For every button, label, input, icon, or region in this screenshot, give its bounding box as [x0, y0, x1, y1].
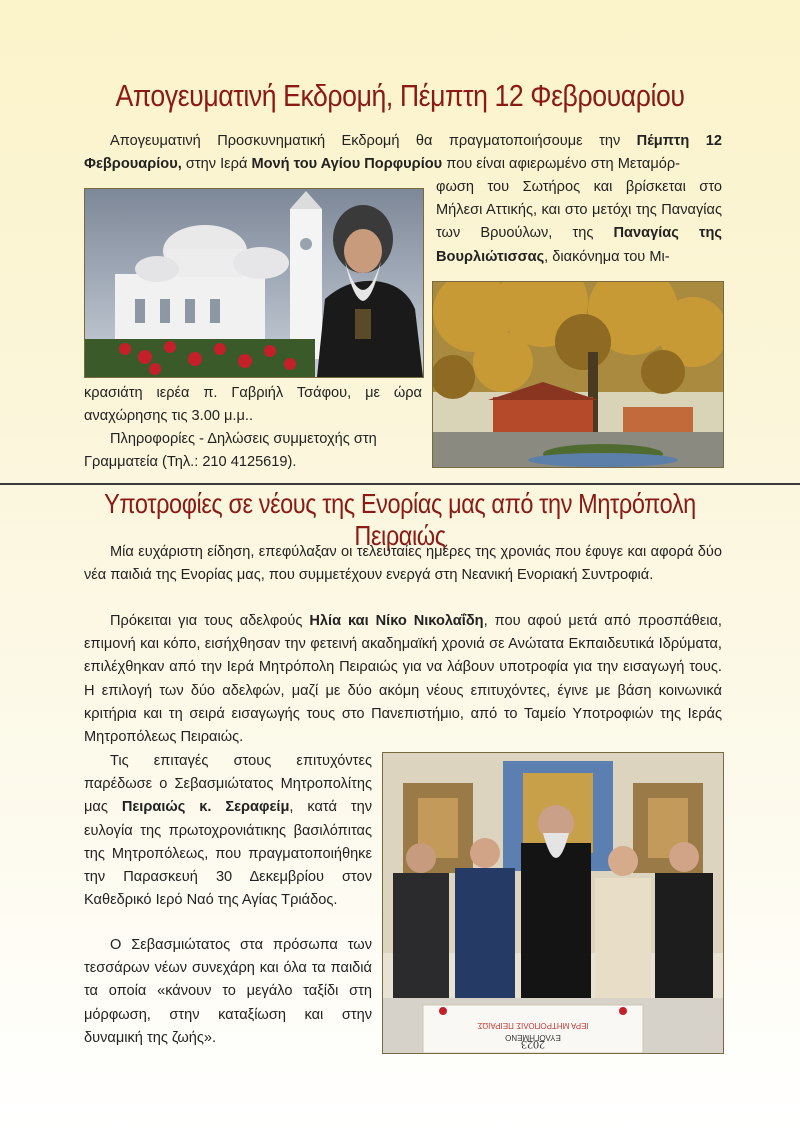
- article1-title: Απογευματινή Εκδρομή, Πέμπτη 12 Φεβρουαρίου: [115, 78, 685, 113]
- article1-wrap-text: φωση του Σωτήρος και βρίσκεται στο Μήλεσι Αττικής, και στο μετόχι της Παναγίας των Βρυούλων, της Παναγίας της Βουρλιώτισσας, διακόνημα του Μι-: [436, 179, 722, 265]
- article2-paragraph-3: Τις επιταγές στους επιτυχόντες παρέδωσε ο Σεβασμιώτατος Μητροπολίτης μας Πειραιώς κ. Σεραφείμ, κατά την ευλογία της πρωτοχρονιάτικης βασιλόπιτας της Μητροπόλεως, που πραγματοποιήθηκε την Παρασκευή 30 Δεκεμβρίου στον Καθεδρικό Ιερό Ναό της Αγίας Τριάδος.: [84, 753, 372, 909]
- section-divider: [0, 483, 800, 485]
- cake-inscription-line1: ΙΕΡΑ ΜΗΤΡΟΠΟΛΙΣ ΠΕΙΡΑΙΩΣ: [477, 1021, 589, 1030]
- monastery-photo: [84, 188, 424, 378]
- cake-inscription-year: 2023: [521, 1038, 545, 1052]
- article1-departure-text: κρασιάτη ιερέα π. Γαβριήλ Τσάφου, με ώρα αναχώρησης τις 3.00 μ.μ..: [84, 385, 422, 425]
- article1-info-text: Πληροφορίες - Δηλώσεις συμμετοχής στη Γραμματεία (Τηλ.: 210 4125619).: [84, 431, 377, 471]
- cake-inscription-line2: ΕΥΛΟΓΗΜΕΝΟ: [505, 1033, 561, 1042]
- article1-intro: Απογευματινή Προσκυνηματική Εκδρομή θα πραγματοποιήσουμε την Πέμπτη 12 Φεβρουαρίου, στην Ιερά Μονή του Αγίου Πορφυρίου που είναι αφιερωμένο στη Μεταμόρ-: [84, 133, 722, 173]
- metochi-garden-photo: [432, 281, 724, 468]
- scholarship-ceremony-photo: [382, 752, 724, 1054]
- article2-paragraph-1: Μία ευχάριστη είδηση, επεφύλαξαν οι τελευταίες ημέρες της χρονιάς που έφυγε και αφορά δύο νέα παιδιά της Ενορίας μας, που συμμετέχουν ενεργά στη Νεανική Ενοριακή Συντροφιά.: [84, 544, 722, 584]
- article2-paragraph-2: Πρόκειται για τους αδελφούς Ηλία και Νίκο Νικολαΐδη, που αφού μετά από προσπάθεια, επιμονή και κόπο, εισήχθησαν την φετεινή ακαδημαϊκή χρονιά σε Ανώτατα Εκπαιδευτικά Ιδρύματα, επιλέχθηκαν από την Ιερά Μητρόπολη Πειραιώς για να λάβουν υποτροφία για την εισαγωγή τους. Η επιλογή των δύο αδελφών, μαζί με δύο ακόμη νέους επιτυχόντες, έγινε με βάση κοινωνικά κριτήρια και τη σειρά εισαγωγής τους στο Πανεπιστήμιο, από το Ταμείο Υποτροφιών της Ιεράς Μητροπόλεως Πειραιώς.: [84, 613, 722, 746]
- article2-paragraph-4: Ο Σεβασμιώτατος στα πρόσωπα των τεσσάρων νέων συνεχάρη και όλα τα παιδιά τα οποία «κάνουν το μεγάλο ταξίδι στη μόρφωση, στην καταξίωση και στην δυναμική της ζωής».: [84, 937, 372, 1046]
- article2-title: Υποτροφίες σε νέους της Ενορίας μας από την Μητρόπολη Πειραιώς: [104, 488, 696, 551]
